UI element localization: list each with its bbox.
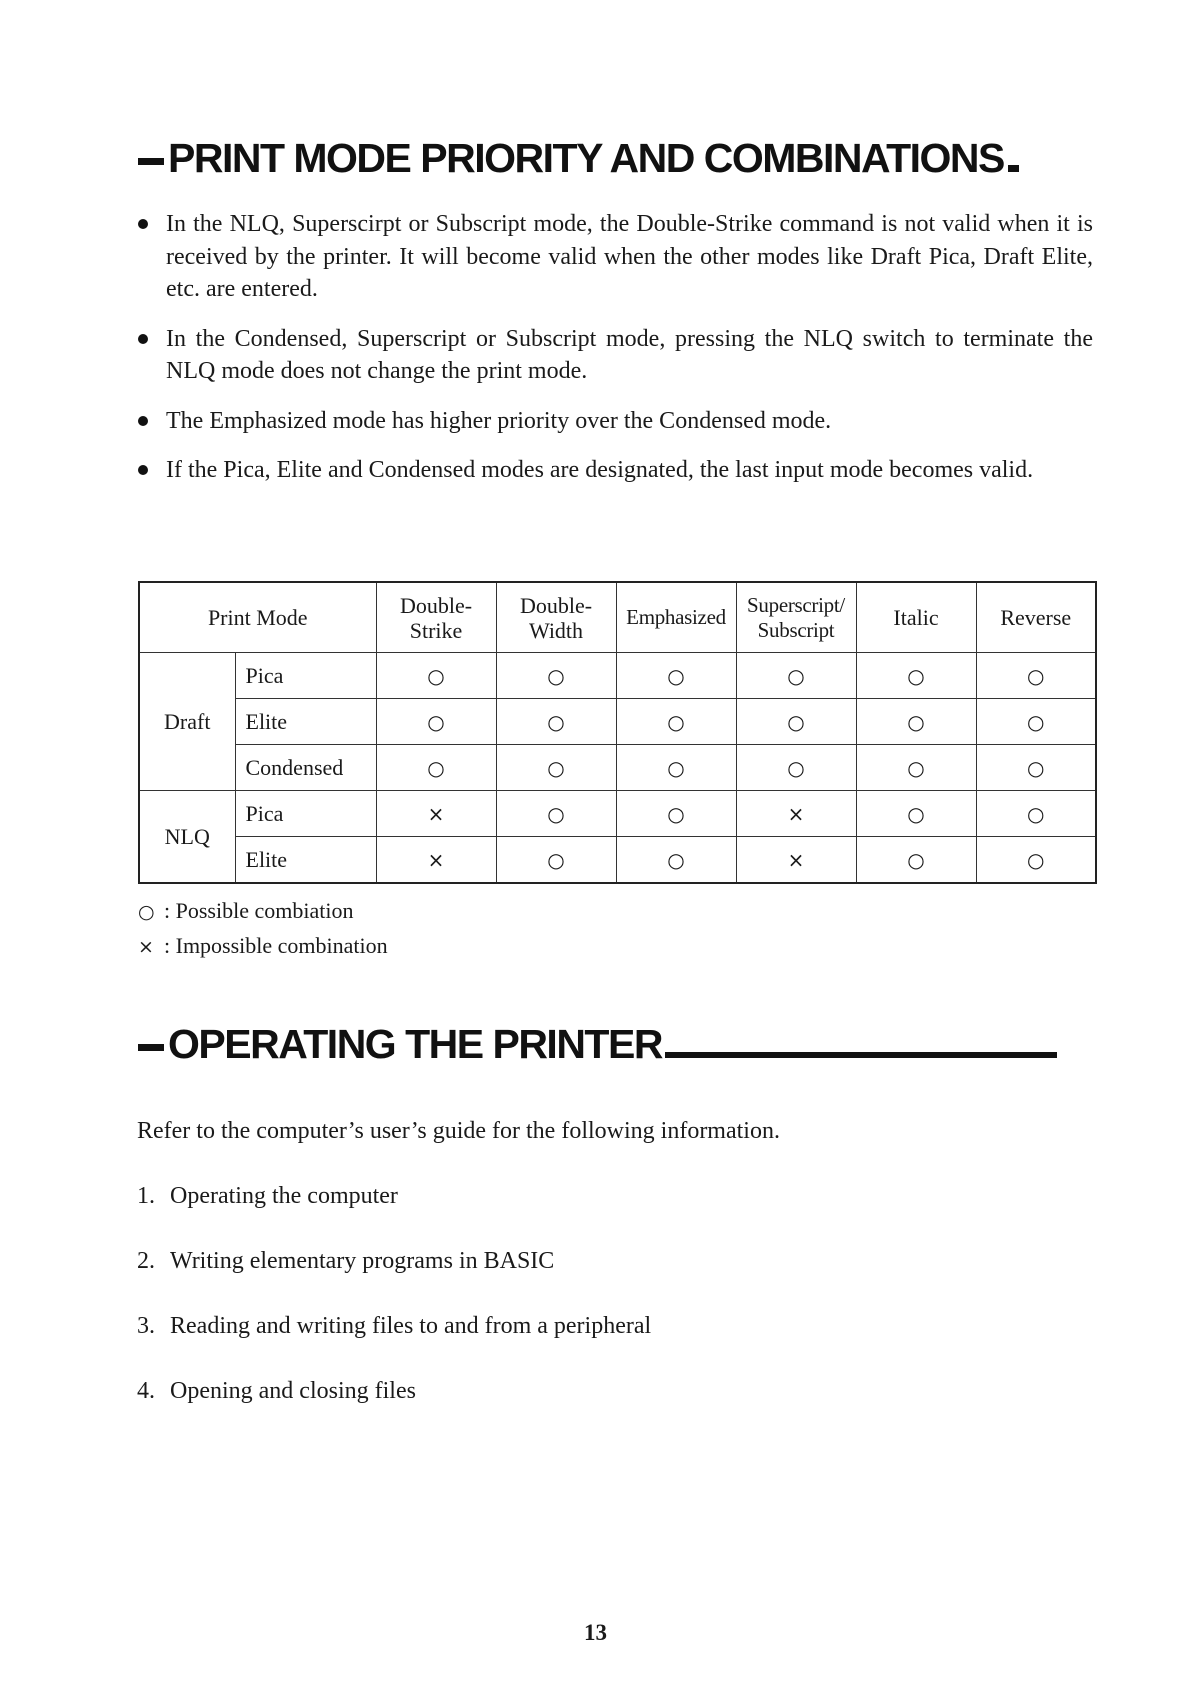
heading-dash-decoration xyxy=(1008,165,1019,172)
row-mode-label: Elite xyxy=(235,837,376,884)
heading-dash-decoration xyxy=(138,1044,164,1051)
table-cell: ○ xyxy=(496,837,616,884)
table-cell: ○ xyxy=(856,699,976,745)
table-cell: × xyxy=(376,837,496,884)
bullet-text: The Emphasized mode has higher priority over the Condensed mode. xyxy=(166,407,832,434)
group-label-nlq: NLQ xyxy=(139,791,235,884)
table-cell: × xyxy=(736,791,856,837)
table-cell: ○ xyxy=(496,653,616,699)
row-mode-label: Pica xyxy=(235,653,376,699)
table-cell: ○ xyxy=(736,699,856,745)
header-superscript-subscript: Superscript/ Subscript xyxy=(736,582,856,653)
page-number: 13 xyxy=(584,1620,607,1645)
table-cell: ○ xyxy=(496,791,616,837)
legend-possible: ○ : Possible combiation xyxy=(138,894,388,929)
table-cell: × xyxy=(376,791,496,837)
header-emphasized: Emphasized xyxy=(616,582,736,653)
table-cell: ○ xyxy=(616,745,736,791)
table-header-row xyxy=(139,582,1096,653)
circle-icon: ○ xyxy=(138,901,155,923)
table-cell: ○ xyxy=(976,745,1096,791)
numbered-list xyxy=(137,1183,651,1443)
row-mode-label: Elite xyxy=(235,699,376,745)
header-italic: Italic xyxy=(856,582,976,653)
table-row xyxy=(139,699,1096,745)
table-cell: ○ xyxy=(616,837,736,884)
intro-paragraph: Refer to the computer’s user’s guide for the following information. xyxy=(137,1118,780,1144)
list-item: 1. Operating the computer xyxy=(137,1183,398,1209)
table-cell: ○ xyxy=(616,791,736,837)
bullet-icon xyxy=(138,219,148,229)
table-cell: ○ xyxy=(376,653,496,699)
print-mode-table xyxy=(138,581,1097,884)
table-cell: ○ xyxy=(976,653,1096,699)
list-item xyxy=(138,208,1093,306)
table-cell: ○ xyxy=(856,745,976,791)
section-title: OPERATING THE PRINTER xyxy=(168,1021,662,1067)
cross-icon: × xyxy=(138,936,154,958)
header-double-width: Double- Width xyxy=(496,582,616,653)
table-row xyxy=(139,653,1096,699)
table-cell: ○ xyxy=(856,653,976,699)
heading-dash-decoration xyxy=(138,158,164,165)
table-cell: ○ xyxy=(736,745,856,791)
table-cell: ○ xyxy=(376,745,496,791)
table-row xyxy=(139,745,1096,791)
list-item: 4. Opening and closing files xyxy=(137,1378,416,1404)
bullet-text: In the Condensed, Superscript or Subscript mode, pressing the NLQ switch to terminate the NLQ mode does not change the print mode. xyxy=(166,325,1093,384)
row-mode-label: Condensed xyxy=(235,745,376,791)
table-cell: ○ xyxy=(616,653,736,699)
heading-rule-decoration xyxy=(665,1052,1057,1058)
table-cell: ○ xyxy=(976,699,1096,745)
bullet-icon xyxy=(138,416,148,426)
list-item xyxy=(138,323,1093,388)
list-item xyxy=(138,454,1093,487)
table-row xyxy=(139,791,1096,837)
table-cell: ○ xyxy=(376,699,496,745)
table-cell: ○ xyxy=(736,653,856,699)
bullet-text: If the Pica, Elite and Condensed modes are designated, the last input mode becomes valid. xyxy=(166,457,1034,483)
table-cell: ○ xyxy=(616,699,736,745)
header-reverse: Reverse xyxy=(976,582,1096,653)
bullet-list xyxy=(138,208,1093,504)
bullet-icon xyxy=(138,465,148,475)
section-heading-operating xyxy=(138,1021,1057,1067)
list-item xyxy=(138,405,1093,438)
table-row xyxy=(139,837,1096,884)
table-legend xyxy=(138,894,388,964)
bullet-icon xyxy=(138,334,148,344)
table-cell: ○ xyxy=(976,791,1096,837)
header-print-mode: Print Mode xyxy=(139,582,376,653)
table-cell: ○ xyxy=(856,791,976,837)
list-item: 3. Reading and writing files to and from a peripheral xyxy=(137,1313,652,1339)
group-label-draft: Draft xyxy=(139,653,235,791)
table-cell: ○ xyxy=(976,837,1096,884)
list-item: 2. Writing elementary programs in BASIC xyxy=(137,1248,555,1274)
bullet-text: In the NLQ, Superscirpt or Subscript mode, the Double-Strike command is not valid when it is received by the printer. It will become valid when the other modes like Draft Pica, Draft Elite, etc. are entered. xyxy=(166,211,1093,302)
section-title: PRINT MODE PRIORITY AND COMBINATIONS xyxy=(168,135,1004,181)
header-double-strike: Double- Strike xyxy=(376,582,496,653)
table-cell: ○ xyxy=(856,837,976,884)
section-heading-print-mode xyxy=(138,135,1019,181)
table-cell: × xyxy=(736,837,856,884)
table-cell: ○ xyxy=(496,699,616,745)
legend-impossible: × : Impossible combination xyxy=(138,929,388,964)
table-cell: ○ xyxy=(496,745,616,791)
row-mode-label: Pica xyxy=(235,791,376,837)
